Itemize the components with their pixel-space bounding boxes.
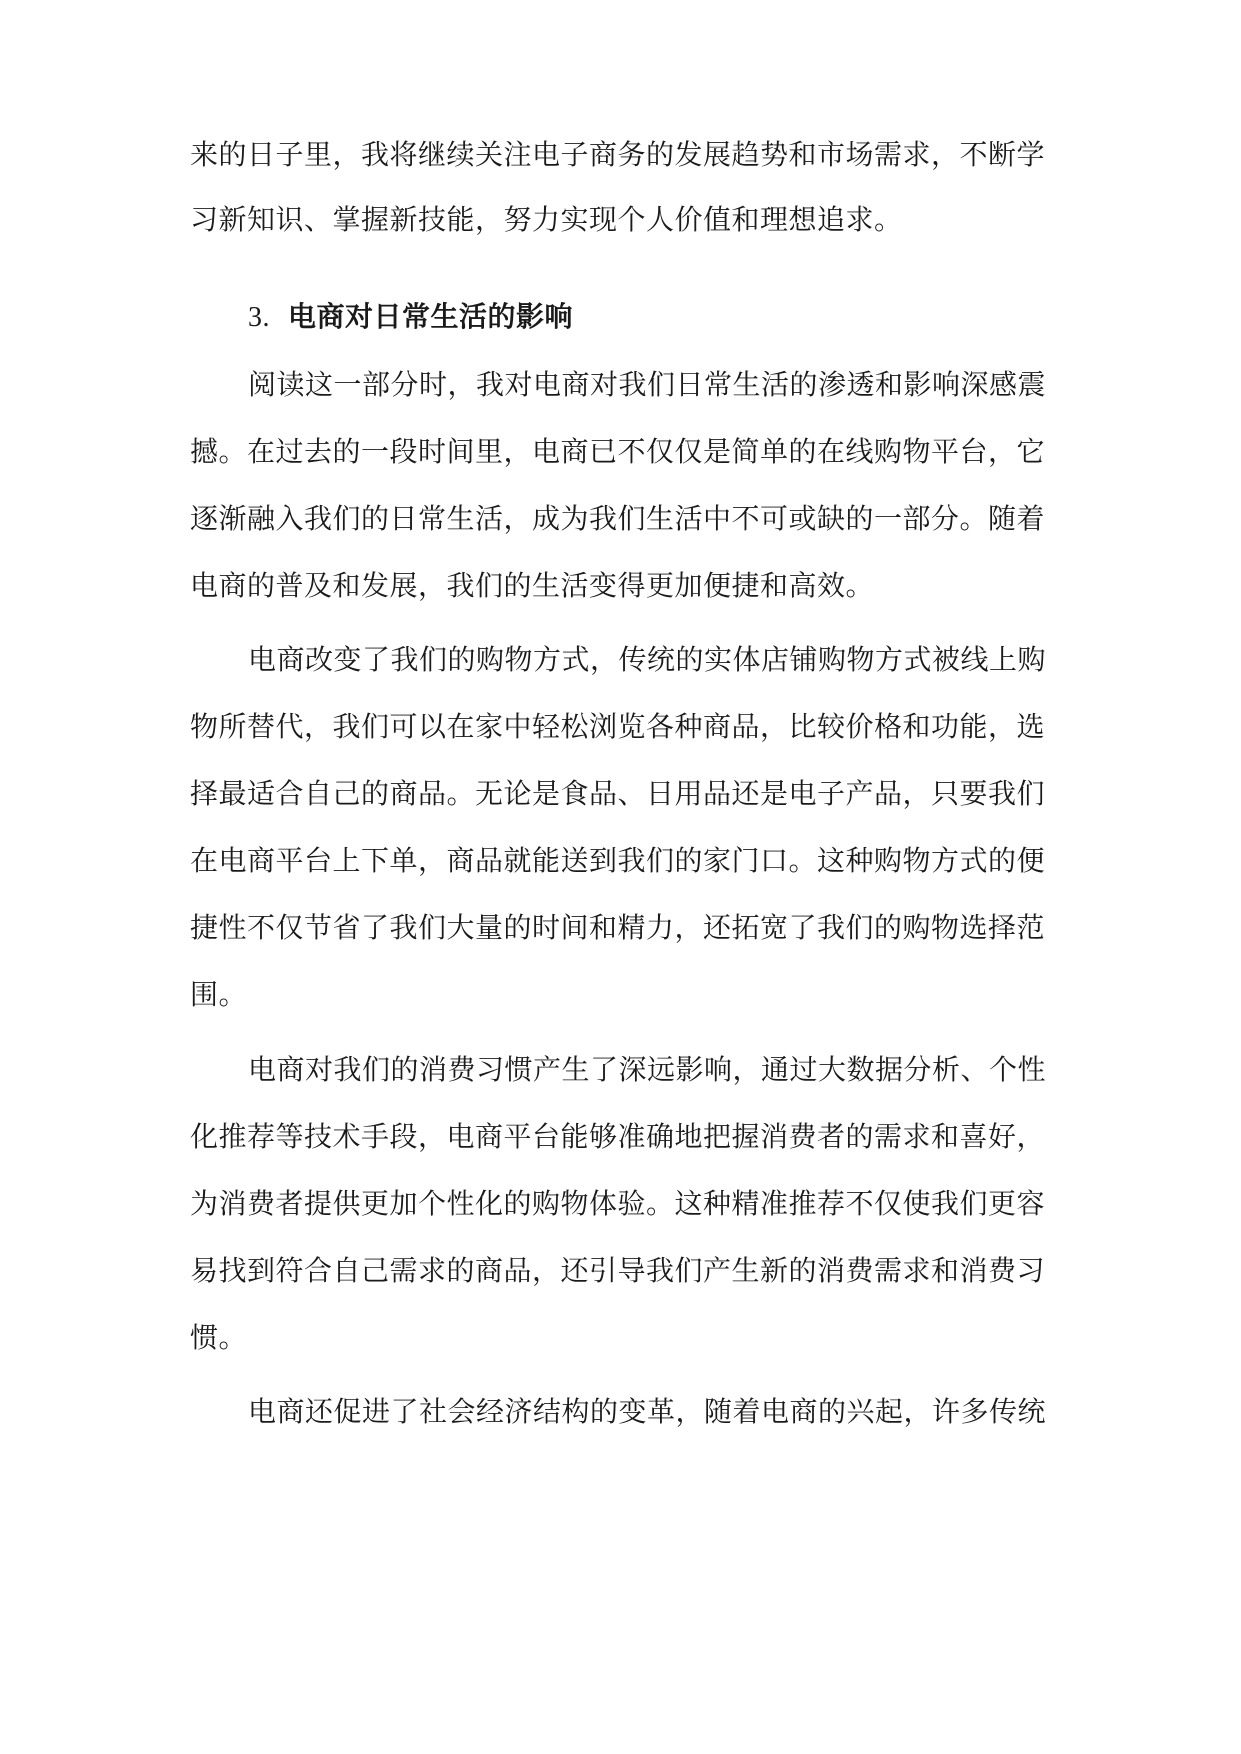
paragraph-line: 为消费者提供更加个性化的购物体验。这种精准推荐不仅使我们更容 bbox=[190, 1187, 1046, 1220]
paragraph-line: 电商对我们的消费习惯产生了深远影响，通过大数据分析、个性 bbox=[248, 1053, 1047, 1086]
paragraph-line: 电商还促进了社会经济结构的变革，随着电商的兴起，许多传统 bbox=[248, 1395, 1047, 1428]
section-heading bbox=[248, 297, 573, 337]
paragraph-line: 电商的普及和发展，我们的生活变得更加便捷和高效。 bbox=[190, 569, 875, 602]
paragraph-line: 电商改变了我们的购物方式，传统的实体店铺购物方式被线上购 bbox=[248, 643, 1047, 676]
paragraph-line: 惯。 bbox=[190, 1321, 248, 1354]
paragraph-line: 化推荐等技术手段，电商平台能够准确地把握消费者的需求和喜好， bbox=[190, 1120, 1046, 1153]
paragraph-line: 物所替代，我们可以在家中轻松浏览各种商品，比较价格和功能，选 bbox=[190, 710, 1046, 743]
paragraph-line: 围。 bbox=[190, 978, 248, 1011]
paragraph-line: 易找到符合自己需求的商品，还引导我们产生新的消费需求和消费习 bbox=[190, 1254, 1046, 1287]
paragraph-line: 在电商平台上下单，商品就能送到我们的家门口。这种购物方式的便 bbox=[190, 844, 1046, 877]
paragraph-line: 来的日子里，我将继续关注电子商务的发展趋势和市场需求，不断学 bbox=[190, 138, 1046, 171]
section-title: 电商对日常生活的影响 bbox=[288, 300, 574, 333]
paragraph-line: 阅读这一部分时，我对电商对我们日常生活的渗透和影响深感震 bbox=[248, 368, 1047, 401]
paragraph-line: 择最适合自己的商品。无论是食品、日用品还是电子产品，只要我们 bbox=[190, 777, 1046, 810]
paragraph-line: 习新知识、掌握新技能，努力实现个人价值和理想追求。 bbox=[190, 203, 903, 236]
paragraph-line: 逐渐融入我们的日常生活，成为我们生活中不可或缺的一部分。随着 bbox=[190, 502, 1046, 535]
paragraph-line: 捷性不仅节省了我们大量的时间和精力，还拓宽了我们的购物选择范 bbox=[190, 911, 1046, 944]
paragraph-line: 撼。在过去的一段时间里，电商已不仅仅是简单的在线购物平台，它 bbox=[190, 435, 1046, 468]
section-number: 3. bbox=[248, 302, 270, 333]
